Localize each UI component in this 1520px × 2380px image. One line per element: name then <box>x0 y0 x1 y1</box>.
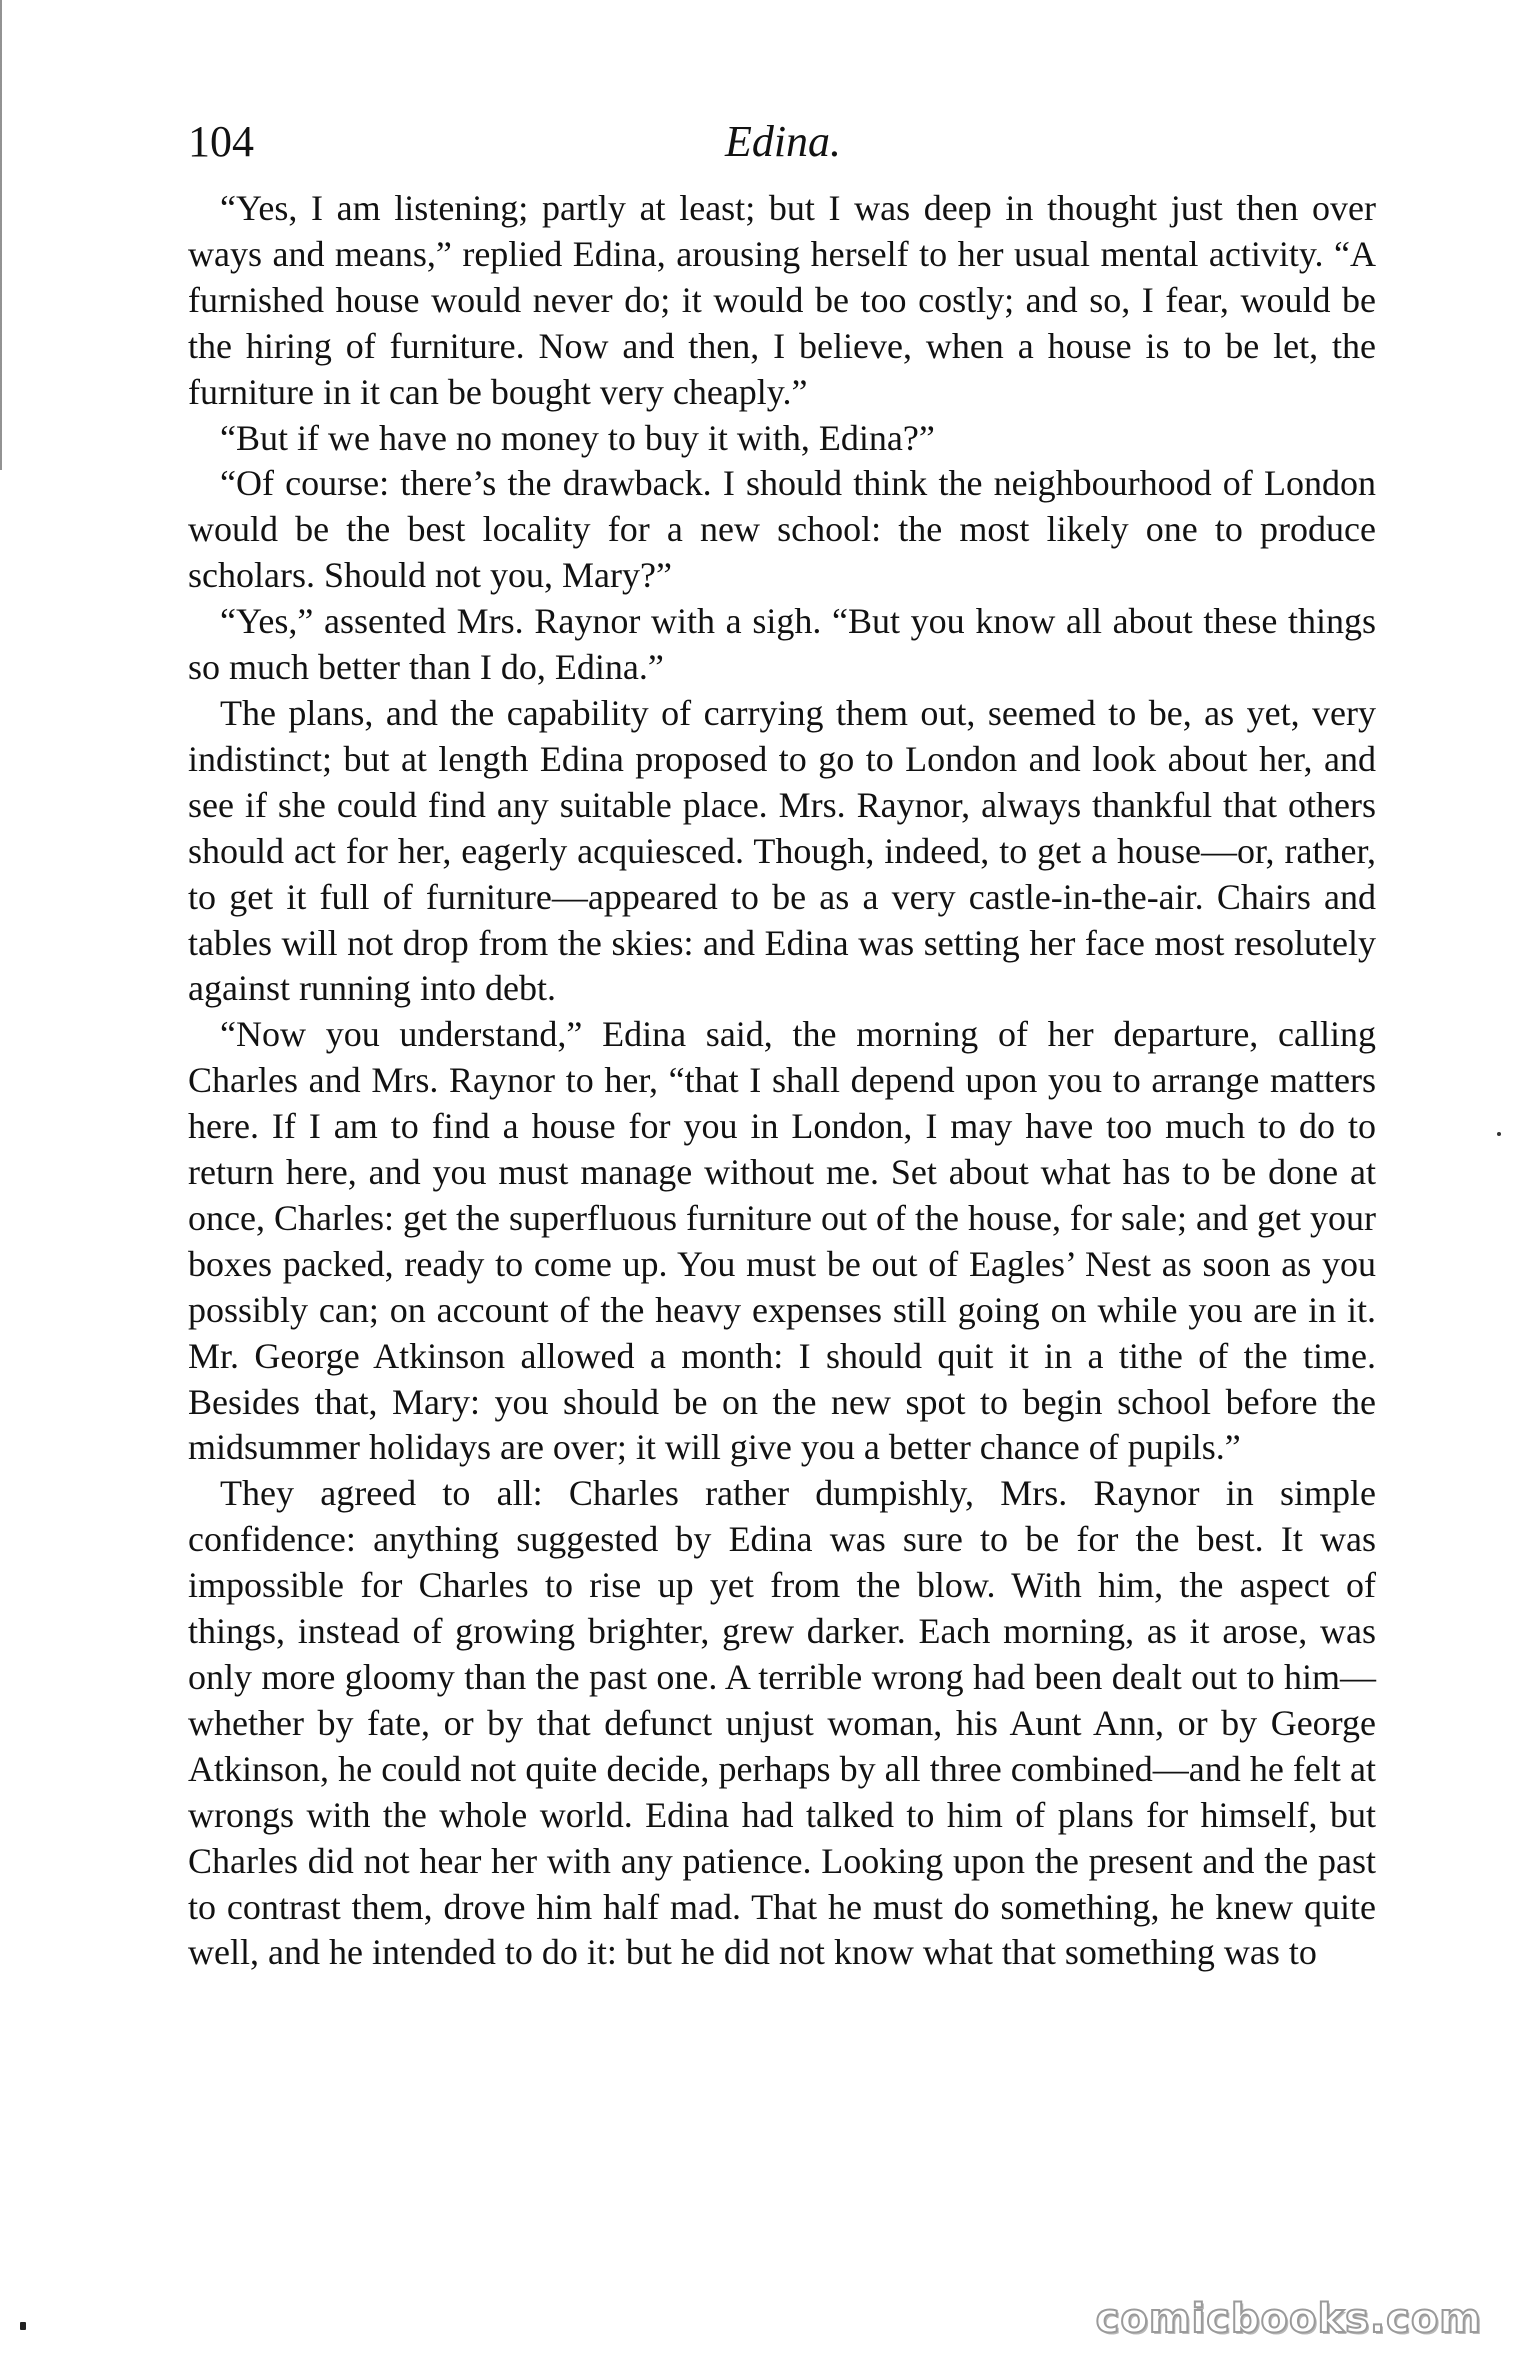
paragraph: “Yes,” assented Mrs. Raynor with a sigh. “But you know all about these things so much better than I do, Edina.” <box>188 601 1376 688</box>
running-title: Edina. <box>724 117 842 166</box>
margin-mark <box>20 2322 26 2330</box>
paragraph: The plans, and the capability of carrying them out, seemed to be, as yet, very indistinct; but at length Edina proposed to go to London and look about her, and see if she could find any suitable place. Mrs. Raynor, always thankful that others should act for her, eagerly acquiesced. Though, indeed, to get a house—or, rather, to get it full of furniture—appeared to be as a very castle-in-the-air. Chairs and tables will not drop from the skies: and Edina was setting her face most resolutely against running into debt. <box>188 692 1376 1009</box>
scan-edge-shadow <box>0 0 6 470</box>
paragraph: “Of course: there’s the drawback. I should think the neighbourhood of London would be the best locality for a new school: the most likely one to produce scholars. Should not you, Mary?” <box>188 463 1376 596</box>
paragraph: “Yes, I am listening; partly at least; but I was deep in thought just then over ways and means,” replied Edina, arousing herself to her usual mental activity. “A furnished house would never do; it would be too costly; and so, I fear, would be the hiring of furniture. Now and then, I believe, when a house is to be let, the furniture in it can be bought very cheaply.” <box>188 188 1376 412</box>
watermark: comicbooks.com <box>1095 2296 1482 2342</box>
paragraph: “But if we have no money to buy it with, Edina?” <box>220 417 935 458</box>
page-header <box>188 112 1378 172</box>
body-text <box>188 186 1376 1976</box>
paragraph: “Now you understand,” Edina said, the morning of her departure, calling Charles and Mrs. Raynor to her, “that I shall depend upon you to arrange matters here. If I am to find a house for you in London, I may have too much to do to return here, and you must manage without me. Set about what has to be done at once, Charles: get the superfluous furniture out of the house, for sale; and get your boxes packed, ready to come up. You must be out of Eagles’ Nest as soon as you possibly can; on account of the heavy expenses still going on while you are in it. Mr. George Atkinson allowed a month: I should quit it in a tithe of the time. Besides that, Mary: you should be on the new spot to begin school before the midsummer holidays are over; it will give you a better chance of pupils.” <box>188 1014 1376 1468</box>
page-number: 104 <box>188 117 254 166</box>
paragraph: They agreed to all: Charles rather dumpishly, Mrs. Raynor in simple confidence: anything suggested by Edina was sure to be for the best. It was impossible for Charles to rise up yet from the blow. With him, the aspect of things, instead of growing brighter, grew darker. Each morning, as it arose, was only more gloomy than the past one. A terrible wrong had been dealt out to him—whether by fate, or by that defunct unjust woman, his Aunt Ann, or by George Atkinson, he could not quite decide, perhaps by all three combined—and he felt at wrongs with the whole world. Edina had talked to him of plans for himself, but Charles did not hear her with any patience. Looking upon the present and the past to contrast them, drove him half mad. That he must do something, he knew quite well, and he intended to do it: but he did not know what that something was to <box>188 1473 1376 1973</box>
ink-speck <box>1497 1132 1501 1136</box>
